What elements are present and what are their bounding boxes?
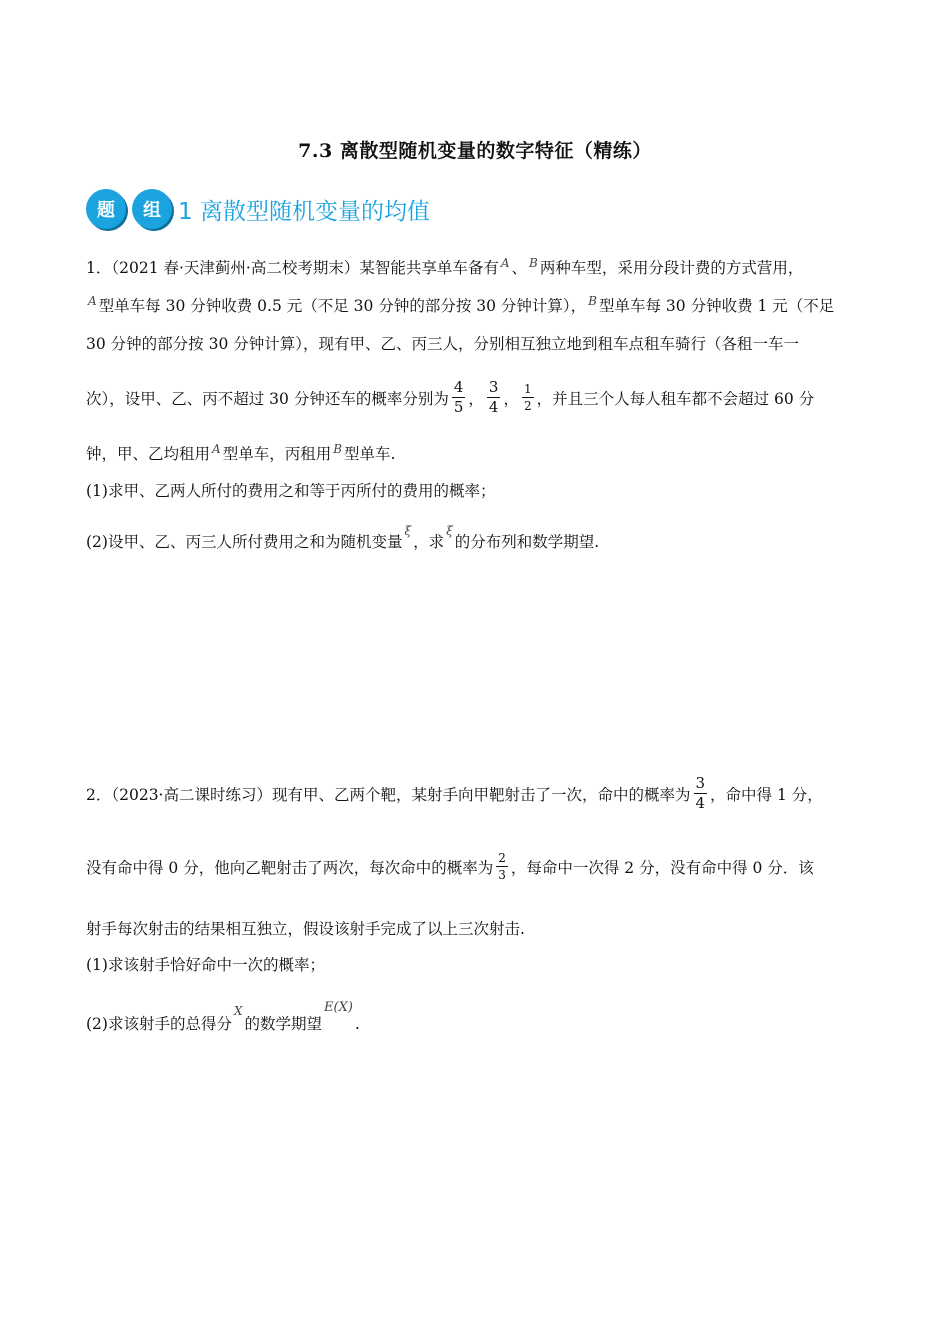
q1-line-2: $^A$ 型单车每 30 分钟收费 0.5 元（不足 30 分钟的部分按 30 分钟计算）， $^B$ 型单车每 30 分钟收费 1 元（不足 — [88, 294, 835, 315]
fraction-2-3: $\frac{2}{3}$ — [498, 851, 506, 882]
q2-part-1: (1)求该射手恰好命中一次的概率； — [86, 956, 325, 974]
q1-line-3: 30 分钟的部分按 30 分钟计算），现有甲、乙、丙三人，分别相互独立地到租车点租车骑行（各租一车一 — [86, 335, 799, 353]
q2-line-1: 2．（2023·高二课时练习）现有甲、乙两个靶，某射手向甲靶射击了一次，命中的概率为 $\frac{3}{4}$ ，命中得 1 分， — [86, 774, 823, 812]
q1-line-4: 次），设甲、乙、丙不超过 30 分钟还车的概率分别为 $\frac{4}{5}$ ， $\frac{3}{4}$ ， $\frac{1}{2}$ ，并且三个人每人租车都不会超过 60 分 — [86, 378, 815, 416]
group-badge: 组 — [132, 189, 172, 229]
group-heading — [86, 186, 430, 232]
q2-line-2: 没有命中得 0 分，他向乙靶射击了两次，每次命中的概率为 $\frac{2}{3}$ ，每命中一次得 2 分，没有命中得 0 分．该 — [86, 851, 814, 882]
q1-part-2: (2)设甲、乙、丙三人所付费用之和为随机变量$^\xi$，求$^\xi$的分布列和数学期望. — [86, 524, 600, 551]
page-title: 7.3 离散型随机变量的数字特征（精练） — [298, 140, 652, 162]
q1-part-1: (1)求甲、乙两人所付的费用之和等于丙所付的费用的概率； — [86, 482, 496, 500]
fraction-1-2: $\frac{1}{2}$ — [523, 382, 532, 413]
fraction-3-4: $\frac{3}{4}$ — [695, 774, 706, 812]
fraction-3-4: $\frac{3}{4}$ — [488, 378, 499, 416]
q1-line-1: 1．（2021 春·天津蓟州·高二校考期末）某智能共享单车备有 $^A$ 、 $^B$ 两种车型，采用分段计费的方式营用， — [86, 256, 804, 277]
q2-line-3: 射手每次射击的结果相互独立，假设该射手完成了以上三次射击. — [86, 920, 525, 938]
q2-part-2: (2)求该射手的总得分$^X$的数学期望$^{E(X)}$. — [86, 1000, 360, 1033]
q1-line-5: 钟，甲、乙均租用 $^A$ 型单车，丙租用 $^B$ 型单车. — [86, 442, 396, 463]
fraction-4-5: $\frac{4}{5}$ — [453, 378, 464, 416]
group-title: 1 离散型随机变量的均值 — [178, 198, 430, 225]
topic-badge: 题 — [86, 189, 126, 229]
